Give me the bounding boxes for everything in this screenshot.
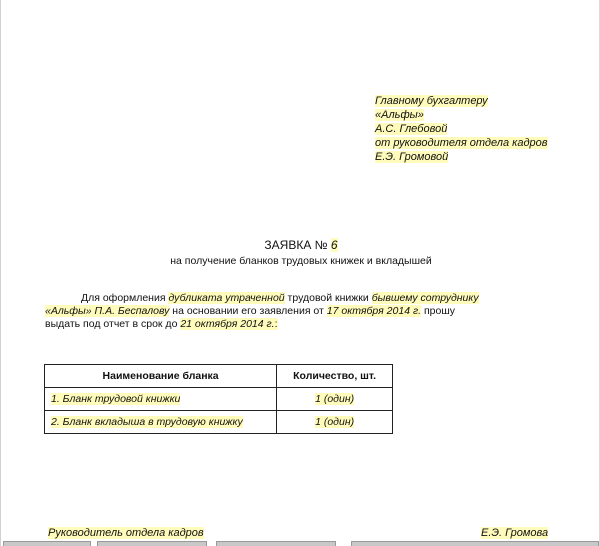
table-cell-name: 1. Бланк трудовой книжки — [45, 388, 277, 411]
request-paragraph — [45, 292, 565, 331]
bottom-toolbar-strip — [1, 540, 600, 546]
paragraph-line-3: выдать под отчет в срок до 21 октября 2014 г.: — [45, 318, 278, 330]
addressee-line-2: «Альфы» — [375, 109, 424, 121]
bottom-tab[interactable] — [3, 541, 91, 546]
paragraph-line-2: «Альфы» П.А. Беспалову на основании его заявления от 17 октября 2014 г. прошу — [45, 305, 456, 317]
table-cell-quantity: 1 (один) — [277, 388, 393, 411]
signature-name: Е.Э. Громова — [481, 527, 549, 539]
table-row — [45, 411, 393, 434]
header-quantity: Количество, шт. — [277, 365, 393, 388]
document-subtitle: на получение бланков трудовых книжек и вкладышей — [170, 255, 432, 267]
bottom-tab[interactable] — [351, 541, 599, 546]
addressee-block — [375, 94, 548, 164]
paragraph-line-1: Для оформления дубликата утраченной трудовой книжки бывшему сотруднику — [81, 292, 479, 304]
table-row — [45, 388, 393, 411]
title-number: 6 — [330, 238, 338, 252]
addressee-line-1: Главному бухгалтеру — [375, 95, 488, 107]
signature-position: Руководитель отдела кадров — [48, 527, 204, 539]
title-label: ЗАЯВКА № — [264, 238, 328, 252]
bottom-tab[interactable] — [97, 541, 207, 546]
header-blank-name: Наименование бланка — [45, 365, 277, 388]
blanks-table — [44, 364, 393, 434]
document-title — [1, 238, 600, 252]
table-cell-quantity: 1 (один) — [277, 411, 393, 434]
bottom-tab[interactable] — [216, 541, 336, 546]
addressee-line-3: А.С. Глебовой — [375, 123, 448, 135]
table-cell-name: 2. Бланк вкладыша в трудовую книжку — [45, 411, 277, 434]
addressee-line-4: от руководителя отдела кадров — [375, 137, 548, 149]
table-header-row — [45, 365, 393, 388]
addressee-line-5: Е.Э. Громовой — [375, 151, 449, 163]
